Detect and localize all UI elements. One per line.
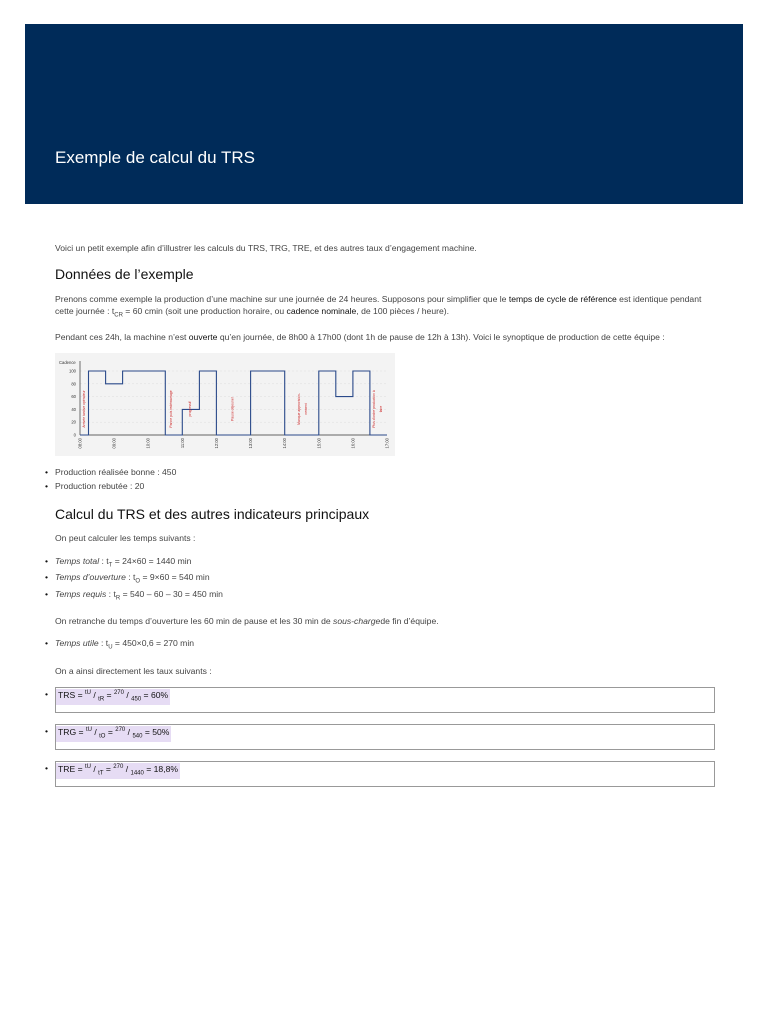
text-fragment: / (123, 690, 132, 701)
subscript: 450 (131, 696, 142, 703)
superscript: 270 (113, 690, 124, 697)
annotation-label: Panne puis redémarrage (169, 390, 174, 428)
text-fragment: : t (98, 638, 109, 649)
annotation-label: faire (378, 405, 383, 413)
ratio-name: TRG (58, 727, 77, 738)
text-fragment: = (75, 690, 85, 701)
ratio-box-trs (55, 687, 715, 713)
text-fragment: = 9×60 = 540 min (140, 572, 210, 583)
text-fragment: = 540 – 60 – 30 = 450 min (120, 588, 223, 599)
x-tick-label: 08:00 (77, 438, 83, 449)
subscript: R (115, 595, 121, 602)
subscript: tR (98, 696, 105, 703)
term: Temps requis (55, 588, 107, 599)
text-fragment: = 24×60 = 1440 min (112, 555, 192, 566)
production-chart-svg (55, 353, 395, 456)
superscript: tU (84, 764, 91, 771)
x-tick-label: 12:00 (213, 438, 219, 449)
subscript: 540 (132, 733, 143, 740)
page-banner (25, 24, 743, 204)
text-fragment: : t (106, 588, 116, 599)
x-tick-label: 16:00 (350, 438, 356, 449)
link-cadence-nominale[interactable]: cadence nominale (286, 306, 357, 317)
x-tick-label: 09:00 (111, 438, 117, 449)
superscript: 270 (115, 727, 126, 734)
ratio-name: TRS (58, 690, 76, 701)
x-tick-label: 10:00 (145, 438, 151, 449)
y-tick-label: 60 (71, 394, 76, 400)
ratio-box-tre (55, 761, 715, 787)
y-axis-label: Cadence (59, 360, 76, 366)
calcul-intro: On peut calculer les temps suivants : (55, 533, 196, 544)
ratio-box-trg (55, 724, 715, 750)
text-fragment: = (75, 764, 85, 775)
text-fragment: = (103, 764, 114, 775)
ratio-formula (56, 726, 171, 741)
list-item (55, 555, 715, 570)
y-tick-label: 40 (71, 406, 76, 412)
text-fragment: de fin d’équipe. (380, 615, 439, 626)
text-fragment: / (90, 690, 99, 701)
page-title: Exemple de calcul du TRS (55, 148, 256, 167)
subscript: CR (114, 312, 123, 319)
subscript: T (108, 562, 113, 569)
annotation-label: Plus d'ordre production à (372, 390, 377, 428)
retranche-paragraph (55, 615, 715, 627)
subscript: tO (99, 733, 106, 740)
production-list (55, 466, 715, 492)
data-paragraph-2 (55, 331, 715, 343)
text-fragment: / (125, 727, 133, 738)
list-item: • Production réalisée bonne : 450 (55, 466, 715, 478)
x-tick-label: 11:00 (179, 438, 185, 449)
list-item (55, 571, 715, 586)
text-fragment: Prenons comme exemple la production d’une machine sur une journée de 24 heures. Supposons pour simplifier que le (55, 293, 509, 304)
list-item (55, 588, 715, 603)
text-fragment: / (90, 764, 99, 775)
annotation-label: nement (303, 403, 308, 415)
ratio-result: = 60% (143, 690, 169, 701)
link-temps-cycle[interactable]: temps de cycle de référence (508, 293, 617, 304)
annotation-label: Pause déjeuner (230, 397, 235, 421)
ratio-result: = 18,8% (146, 764, 179, 775)
x-tick-label: 14:00 (282, 438, 288, 449)
link-ouverte[interactable]: ouverte (188, 331, 218, 342)
production-chart (55, 353, 395, 456)
y-tick-label: 0 (73, 432, 76, 438)
subscript: U (108, 645, 113, 652)
subscript: 1440 (130, 770, 144, 777)
superscript: 270 (113, 764, 124, 771)
x-tick-label: 15:00 (316, 438, 322, 449)
y-tick-label: 20 (71, 419, 76, 425)
article-content (55, 242, 715, 798)
subscript: tT (98, 770, 104, 777)
text-fragment: : t (99, 555, 109, 566)
term: Temps total (55, 555, 100, 566)
superscript: tU (85, 727, 92, 734)
section-heading-data: Données de l’exemple (55, 266, 194, 283)
annotation-label: Manque approvision- (297, 393, 302, 425)
text-fragment: = (105, 727, 116, 738)
ratio-result: = 50% (144, 727, 170, 738)
text-fragment: = 60 cmin (soit une production horaire, ou (122, 306, 287, 317)
superscript: tU (84, 690, 91, 697)
data-paragraph-1 (55, 293, 715, 321)
ratio-name: TRE (58, 764, 76, 775)
term: Temps d’ouverture (55, 572, 126, 583)
intro-paragraph: Voici un petit exemple afin d’illustrer les calculs du TRS, TRG, TRE, et des autres taux d’engagement machine. (55, 243, 477, 253)
utile-list (55, 637, 715, 652)
ratio-formula (56, 689, 170, 704)
text-fragment: : t (125, 572, 136, 583)
text-fragment: = 450×0,6 = 270 min (112, 638, 195, 649)
list-item: • Production rebutée : 20 (55, 480, 715, 492)
text-fragment: = (76, 727, 86, 738)
x-tick-label: 17:00 (384, 438, 390, 449)
taux-paragraph: On a ainsi directement les taux suivants : (55, 665, 212, 676)
x-tick-label: 13:00 (248, 438, 254, 449)
annotation-label: Arrivée tardive opérateur (82, 390, 87, 428)
term: Temps utile (55, 638, 99, 649)
subscript: O (135, 578, 141, 585)
text-fragment: = (104, 690, 114, 701)
section-heading-calcul: Calcul du TRS et des autres indicateurs principaux (55, 505, 370, 522)
times-list (55, 555, 715, 603)
ratio-list (55, 687, 715, 787)
term: sous-charge (333, 615, 381, 626)
y-tick-label: 100 (69, 368, 76, 374)
text-fragment: On retranche du temps d’ouverture les 60 min de pause et les 30 min de (55, 615, 334, 626)
text-fragment: / (91, 727, 100, 738)
text-fragment: Pendant ces 24h, la machine n’est (55, 331, 189, 342)
list-item (55, 637, 715, 652)
text-fragment: est identique pendant cette journée : t (55, 293, 702, 317)
text-fragment: / (123, 764, 131, 775)
y-tick-label: 80 (71, 381, 76, 387)
ratio-formula (56, 763, 180, 778)
text-fragment: , de 100 pièces / heure). (356, 306, 449, 317)
annotation-label: progressif (187, 401, 192, 417)
text-fragment: qu’en journée, de 8h00 à 17h00 (dont 1h de pause de 12h à 13h). Voici le synoptique de production de cette équipe : (217, 331, 665, 342)
